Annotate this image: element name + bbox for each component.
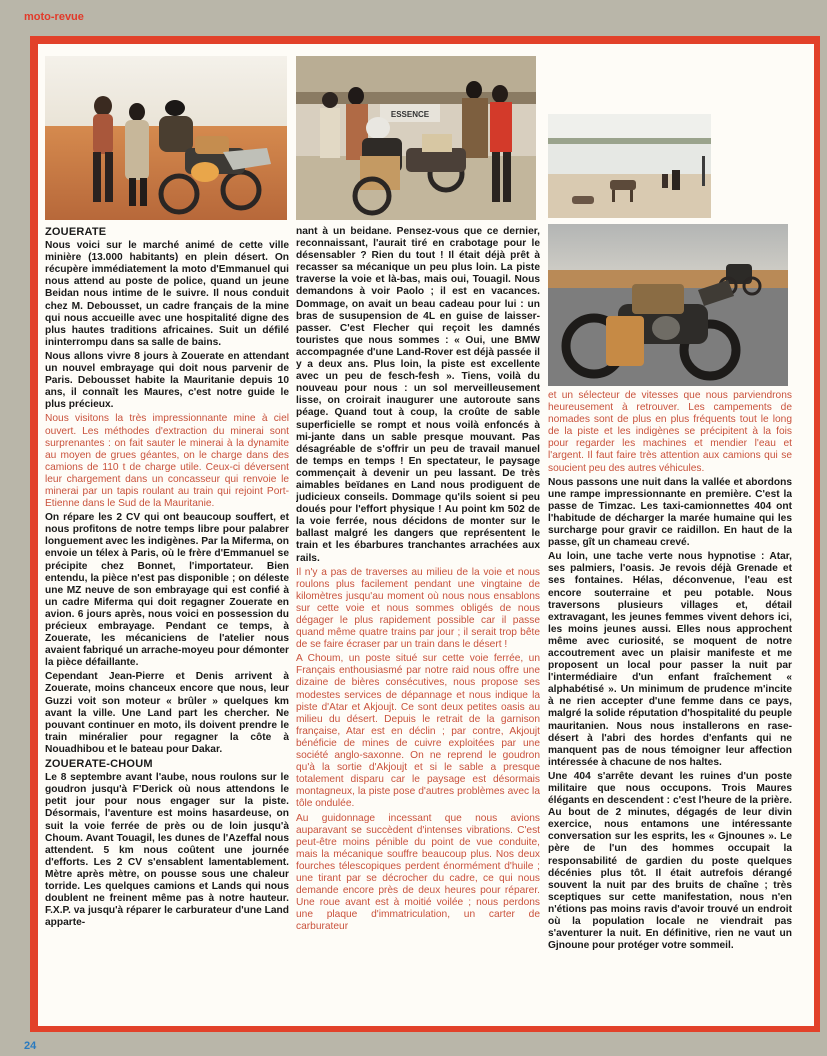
- article-page: [38, 44, 814, 1026]
- station-sign: ESSENCE: [390, 110, 430, 119]
- photo-desert-group-image: [45, 56, 287, 220]
- photo-station-crowd: [296, 56, 536, 220]
- highlight-paragraph: et un sélecteur de vitesses que nous parviendrons heureusement à retrouver. Les campements de nomades sont de plus en plus fréquents tout le long de la piste et les indigènes se précipitent à la fois pour regarder les machines et mendier l'eau et l'argent. Il faut faire très attention aux camions qui se soucient peu des autres véhicules.: [548, 390, 792, 474]
- paragraph: Nous allons vivre 8 jours à Zouerate en attendant un nouvel embrayage qui doit nous parvenir de Paris. Debousset habite la Mauritanie depuis 10 ans, il connaît les Maures, c'est notre guide le plus précieux.: [45, 350, 289, 411]
- section-heading-zouerate-choum: ZOUERATE-CHOUM: [45, 758, 153, 771]
- highlight-paragraph: Nous visitons la très impressionnante mine à ciel ouvert. Les méthodes d'extraction du minerai sont surprenantes : on fait sauter le minerai à la dynamite au moyen de grues géantes, on le charge dans des camions de 110 t de charge utile. Ceux-ci déversent leur chargement dans un concasseur qui renvoie le minerai par un tapis roulant au train qui rejoint Port-Etienne dans le Sud de la Mauritanie.: [45, 413, 289, 510]
- paragraph: Au loin, une tache verte nous hypnotise : Atar, ses palmiers, l'oasis. Je revois déjà Grenade et ses fontaines. Hélas, déconvenue, l'eau est encore souterraine et peu potable. Nous traversons plusieurs villages et, détail extravagant, les jeunes femmes vivent dehors ici, les moins jeunes aussi. Elles nous approchent même avec curiosité, se moquent de notre accoutrement avec un plaisir manifeste et me proposent un local pour passer la nuit par l'intermédiaire d'un enfant fraîchement « alphabétisé ». Un minimum de prudence m'incite à ne rien accepter d'une femme dans ce pays, malgré la solide réputation d'hospitalité du peuple mauritanien. Nous nous installerons en rase-désert à l'abri des hordes d'enfants qui ne manquent pas de nous témoigner leur affection intéressée à chacune de nos haltes.: [548, 551, 792, 768]
- paragraph: Nous voici sur le marché animé de cette ville minière (13.000 habitants) en plein désert. On récupère immédiatement la moto d'Emmanuel qui nous attend au poste de police, quand un jeune Beidan nous intime de le suivre. Il nous conduit chez M. Debousset, un cadre français de la mine qui nous accueille avec une hospitalité digne des plus hautes traditions africaines. Suit un défilé ininterrompu dans sa salle de bains.: [45, 240, 289, 348]
- highlight-paragraph: Il n'y a pas de traverses au milieu de la voie et nous roulons plus facilement pendant une vingtaine de kilomètres jusqu'au moment où nous nous ensablons sur cette voie et nous sommes obligés de nous dégager le plus rapidement possible car il passe quand même quatre trains par jour ; il serait trop bête de se faire écraser par un train dans le désert !: [296, 566, 540, 651]
- section-heading-zouerate: ZOUERATE: [45, 226, 107, 238]
- photo-bmw-desert: [548, 224, 788, 386]
- page-number: 24: [24, 1040, 37, 1052]
- text-column-1: [45, 226, 289, 1022]
- paragraph: Cependant Jean-Pierre et Denis arrivent à Zouerate, moins chanceux encore que nous, leur Guzzi voit son moteur « brûler » quelques km avant la ville. Une Land part les chercher. Ne pouvant continuer en moto, ils doivent prendre le train minéralier pour regagner la côte à Nouadhibou et le bateau pour Dakar.: [45, 671, 289, 755]
- photo-desert-group: [45, 56, 287, 220]
- magazine-name: moto-revue: [24, 11, 84, 23]
- text-column-2: [296, 226, 540, 1022]
- photo-oasis-camels: [548, 114, 711, 218]
- paragraph: Le 8 septembre avant l'aube, nous roulons sur le goudron jusqu'à F'Derick où nous attendons le petit jour pour nous engager sur la piste. Désormais, l'aventure est moins hasardeuse, on suit la voie ferrée de près ou de loin jusqu'à Choum. Avant Touagil, les dunes de l'Azeffal nous attendent. 5 km nous coûtent une journée d'efforts. Les 2 CV s'ensablent lamentablement. Mètre après mètre, on pousse sous une chaleur torride. Les quelques camions et Lands qui nous doublent ne freinent même pas à notre hauteur. F.X.P. va jusqu'à réparer le carburateur d'une Land apparte-: [45, 772, 289, 929]
- paragraph: On répare les 2 CV qui ont beaucoup souffert, et nous profitons de notre temps libre pour palabrer longuement avec les indigènes. Par la Miferma, on envoie un télex à Paris, où le frère d'Emmanuel se précipite chez Bonnet, l'importateur. Bien entendu, la pièce n'est pas disponible ; on déleste une MZ neuve de son embrayage qui est confié à un cadre Miferma qui doit regagner Zouerate en avion. 6 jours après, nous voici en possession du précieux embrayage. Pendant ce temps, à Zouerate, les mécaniciens de l'atelier nous avaient fabriqué un arrache-moyeu pour démonter la pièce défaillante.: [45, 512, 289, 669]
- highlight-paragraph: A Choum, un poste situé sur cette voie ferrée, un Français enthousiasmé par notre raid nous offre une dizaine de bières consécutives, nous propose ses modestes services de dépannage et nous indique la piste d'Atar et Akjoujt. Ce sont deux petites oasis au milieu du désert. Depuis le retrait de la garnison française, Atar est en déclin ; par contre, Akjoujt bénéficie de mines de cuivre exploitées par une société anglo-saxonne. On ne reprend le goudron qu'à la sortie d'Akjoujt et si le sable a presque totalement disparu car le paysage est désormais montagneux, la piste pose d'autres problèmes avec la tôle ondulée.: [296, 653, 540, 810]
- text-column-3: [548, 390, 792, 1022]
- photo-station-crowd-image: [296, 56, 536, 220]
- paragraph: Nous passons une nuit dans la vallée et abordons une rampe impressionnante en première. C'est la passe de Timzac. Les taxi-camionnettes 404 ont l'habitude de décharger la marée humaine qui les surcharge pour gravir ce raidillon. En haut de la passe, gît un chameau crevé.: [548, 476, 792, 549]
- photo-oasis-camels-image: [548, 114, 711, 218]
- highlight-paragraph: Au guidonnage incessant que nous avions auparavant se succèdent d'intenses vibrations. C'est peut-être moins pénible du point de vue conduite, mais la mécanique souffre beaucoup plus. Nos deux fourches télescopiques perdent énormément d'huile ; une tirant par se décrocher du cadre, ce qui nous demande encore près de deux heures pour réparer. Une roue avant est à moitié voilée ; nous perdons une plaque d'immatriculation, un carter de carburateur: [296, 812, 540, 933]
- photo-bmw-desert-image: [548, 224, 788, 386]
- paragraph: Une 404 s'arrête devant les ruines d'un poste militaire que nous occupons. Trois Maures élégants en descendent : c'est l'heure de la prière. Au bout de 2 minutes, dégagés de leur divin exercice, nous entamons une intéressante conversation sur les esprits, les « Gjnounes ». Le père de l'un des hommes occupait la responsabilité de gardien du poste quelques décénies plus tôt. Il était autrefois dérangé souvent la nuit par des bruits de chaîne ; très sceptiques sur cette manifestation, nous n'en n'étions pas moins ravis d'avoir trouvé un endroit où la population locale ne viendrait pas s'aventurer la nuit. En définitive, rien ne vaut un Gjnoune pour protéger votre sommeil.: [548, 770, 792, 952]
- page-header: [0, 0, 827, 36]
- paragraph: nant à un beidane. Pensez-vous que ce dernier, reconnaissant, l'aurait tiré en crabotage pour le désensabler ? Rien du tout ! Il était déjà prêt à recasser sa mécanique un peu plus loin. La piste traverse la voie et là-bas, mais oui, Touagil. Nous demandons à voir Paolo ; il est en vacances. Dommage, on avait un beau cadeau pour lui : un bras de susupension de 4L en guise de laisser-passer. C'est Flecher qui reçoit les damnés touristes que nous sommes : « Oui, une BMW accompagnée d'une Land-Rover est déjà passée il y a deux ans. Plus loin, la piste est excellente avec un peu de fesch-fesh ». Tiens, voilà du nouveau pour nous : un sol merveilleusement lisse, on croirait inaugurer une autoroute sans péage. Quand tout à coup, la croûte de sable superficielle se rompt et nous voilà enfoncés à mi-jante dans un sable presque mouvant. Pas désagréable de s'offrir un peu de travail manuel de temps en temps ! En spectateur, le paysage commençait à devenir un peu lassant. De très aimables beïdanes en Land nous prodiguent de judicieux conseils. Dommage qu'ils soient si peu doués pour l'effort physique ! Au point km 502 de la voie ferrée, nous décidons de monter sur le ballast malgré les dangers que représentent le train et les ébarbures tranchantes arrachées aux rails.: [296, 226, 540, 564]
